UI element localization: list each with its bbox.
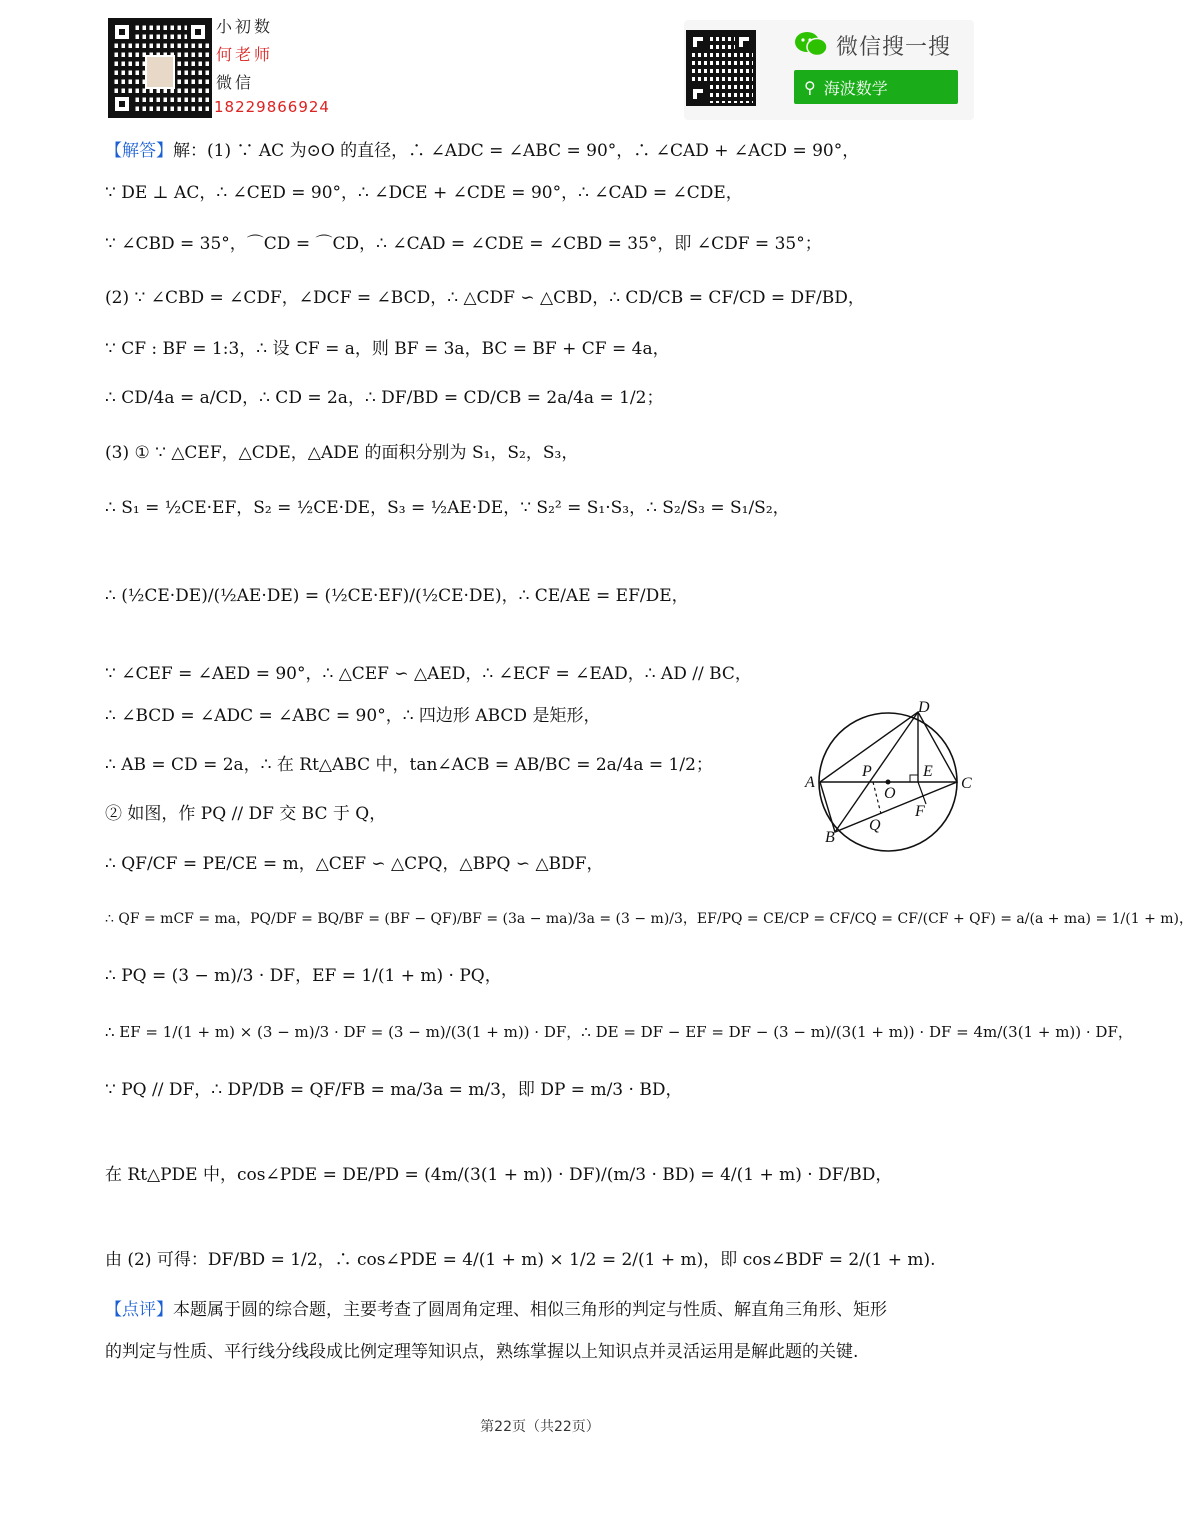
point-label-q: Q: [869, 817, 881, 834]
wechat-search-title: 微信搜一搜: [836, 35, 952, 60]
wechat-search-card: [684, 20, 974, 120]
comment-label: 【点评】: [105, 1300, 173, 1320]
line-text: 本题属于圆的综合题，主要考查了圆周角定理、相似三角形的判定与性质、解直角三角形、矩形: [173, 1300, 887, 1320]
solution-line-11: ∴ ∠BCD = ∠ADC = ∠ABC = 90°，∴ 四边形 ABCD 是矩形，: [105, 706, 601, 726]
solution-line-4: (2) ∵ ∠CBD = ∠CDF，∠DCF = ∠BCD，∴ △CDF ∽ △CBD，∴ CD/CB = CF/CD = DF/BD，: [105, 288, 865, 308]
search-icon: ⚲: [804, 77, 816, 97]
solution-line-9: ∴ (½CE·DE)/(½AE·DE) = (½CE·EF)/(½CE·DE)，∴ CE/AE = EF/DE，: [105, 586, 689, 606]
point-label-e: E: [923, 763, 933, 780]
solution-line-16: ∴ PQ = (3 − m)/3 · DF，EF = 1/(1 + m) · PQ，: [105, 966, 502, 986]
point-label-p: P: [862, 763, 872, 780]
solution-line-1: [105, 139, 859, 163]
comment-line-1: [105, 1298, 887, 1322]
contact-phone: 18229866924: [214, 98, 330, 116]
point-label-c: C: [961, 775, 972, 792]
comment-line-2: 的判定与性质、平行线分线段成比例定理等知识点，熟练掌握以上知识点并灵活运用是解此题的关键.: [105, 1342, 859, 1362]
geometry-diagram: [800, 700, 980, 850]
wechat-search-query: 海波数学: [823, 78, 888, 98]
contact-line-3: 微信: [216, 73, 255, 92]
solution-line-20: 由 (2) 可得：DF/BD = 1/2，∴ cos∠PDE = 4/(1 + m) × 1/2 = 2/(1 + m)，即 cos∠BDF = 2/(1 + m).: [105, 1250, 936, 1270]
line-text: 解：(1) ∵ AC 为⊙O 的直径，∴ ∠ADC = ∠ABC = 90°，∴ ∠CAD + ∠ACD = 90°，: [173, 141, 860, 161]
point-label-f: F: [915, 803, 925, 820]
solution-line-7: (3) ① ∵ △CEF，△CDE，△ADE 的面积分别为 S₁，S₂，S₃，: [105, 443, 579, 463]
point-label-b: B: [825, 829, 835, 846]
solution-line-3: ∵ ∠CBD = 35°，⌒CD = ⌒CD，∴ ∠CAD = ∠CDE = ∠CBD = 35°，即 ∠CDF = 35°；: [105, 234, 822, 254]
solution-line-17: ∴ EF = 1/(1 + m) × (3 − m)/3 · DF = (3 − m)/(3(1 + m)) · DF，∴ DE = DF − EF = DF − (3 − m)/(3(1 + m)) · DF = 4m/(3(1 + m)) · DF，: [105, 1023, 1133, 1041]
solution-line-13: ② 如图，作 PQ // DF 交 BC 于 Q，: [105, 804, 387, 824]
page-number: 第22页（共22页）: [480, 1419, 600, 1435]
wechat-icon: [794, 30, 828, 58]
solution-line-18: ∵ PQ // DF，∴ DP/DB = QF/FB = ma/3a = m/3，即 DP = m/3 · BD，: [105, 1080, 683, 1100]
qr-code: [108, 18, 212, 118]
point-label-d: D: [918, 699, 930, 716]
solution-line-6: ∴ CD/4a = a/CD，∴ CD = 2a，∴ DF/BD = CD/CB = 2a/4a = 1/2；: [105, 388, 664, 408]
solution-line-15: ∴ QF = mCF = ma，PQ/DF = BQ/BF = (BF − QF)/BF = (3a − ma)/3a = (3 − m)/3，EF/PQ = CE/CP = CF/CQ = CF/(CF + QF) = a/(a + ma) = 1/(1 + m)，: [105, 911, 1193, 927]
avatar: [145, 55, 175, 89]
wechat-qr-code: [686, 30, 756, 106]
contact-line-1: 小初数: [216, 17, 274, 36]
solution-line-10: ∵ ∠CEF = ∠AED = 90°，∴ △CEF ∽ △AED，∴ ∠ECF = ∠EAD，∴ AD // BC，: [105, 664, 752, 684]
solution-line-5: ∵ CF : BF = 1:3，∴ 设 CF = a，则 BF = 3a，BC = BF + CF = 4a，: [105, 339, 670, 359]
wechat-search-button[interactable]: [794, 70, 958, 104]
solution-line-8: ∴ S₁ = ½CE·EF，S₂ = ½CE·DE，S₃ = ½AE·DE，∵ S₂² = S₁·S₃，∴ S₂/S₃ = S₁/S₂，: [105, 498, 790, 518]
solution-line-2: ∵ DE ⊥ AC，∴ ∠CED = 90°，∴ ∠DCE + ∠CDE = 90°，∴ ∠CAD = ∠CDE，: [105, 183, 743, 203]
point-label-o: O: [884, 785, 896, 802]
answer-label: 【解答】: [105, 141, 173, 161]
point-label-a: A: [805, 774, 815, 791]
solution-line-12: ∴ AB = CD = 2a，∴ 在 Rt△ABC 中，tan∠ACB = AB/BC = 2a/4a = 1/2；: [105, 755, 713, 775]
contact-line-2: 何老师: [216, 45, 274, 64]
solution-line-19: 在 Rt△PDE 中，cos∠PDE = DE/PD = (4m/(3(1 + m)) · DF)/(m/3 · BD) = 4/(1 + m) · DF/BD，: [105, 1165, 893, 1185]
solution-line-14: ∴ QF/CF = PE/CE = m，△CEF ∽ △CPQ，△BPQ ∽ △BDF，: [105, 854, 604, 874]
